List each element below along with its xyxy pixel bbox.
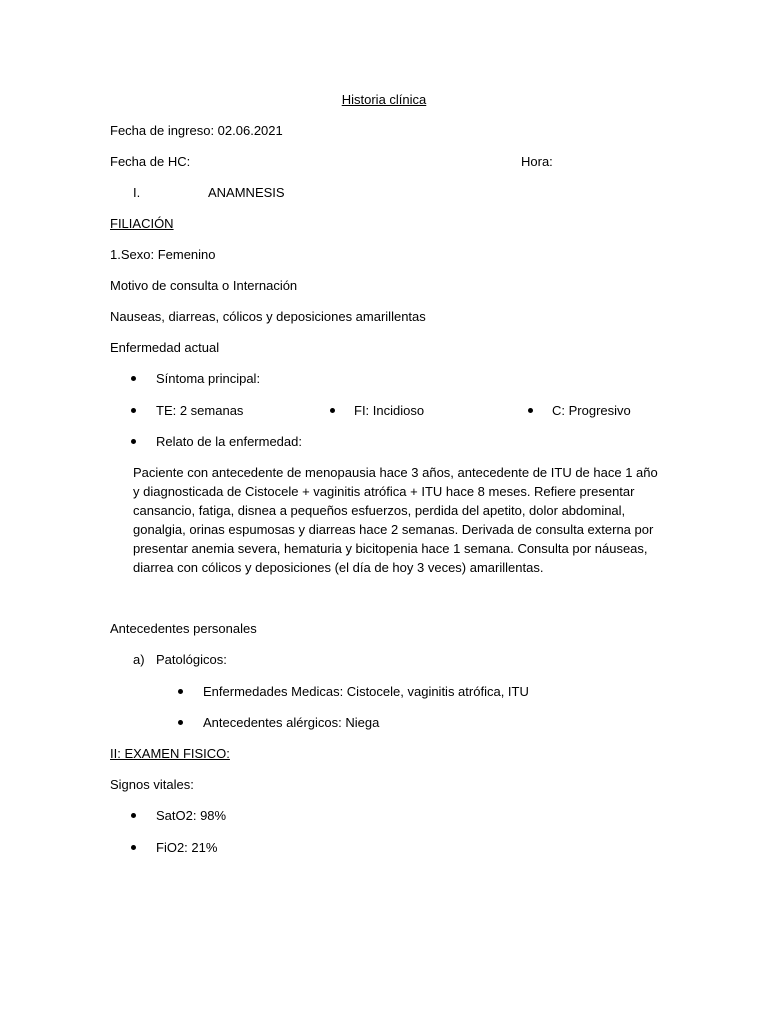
section-title-anamnesis: ANAMNESIS [208,185,285,200]
admission-date: Fecha de ingreso: 02.06.2021 [110,123,283,138]
reason-label: Motivo de consulta o Internación [110,278,298,293]
story-line: Paciente con antecedente de menopausia hace 3 años, antecedente de ITU de hace 1 año [133,465,658,480]
pathological-label: Patológicos: [156,652,227,667]
story-line: cansancio, fatiga, disnea a pequeños esfuerzos, perdida del apetito, dolor abdominal, [133,503,626,518]
hc-date-label: Fecha de HC: [110,154,191,169]
story-line: diarrea con cólicos y deposiciones (el día de hoy 3 veces) amarillentas. [133,560,544,575]
document-title: Historia clínica [341,92,427,107]
personal-history-heading: Antecedentes personales [110,621,257,636]
list-marker-a: a) [133,652,145,667]
bullet-icon [131,439,136,444]
bullet-icon [178,720,183,725]
story-label: Relato de la enfermedad: [156,434,302,449]
bullet-icon [131,845,136,850]
story-line: presentar anemia severa, hematuria y bicitopenia hace 1 semana. Consulta por náuseas, [133,541,648,556]
reason-text: Nauseas, diarreas, cólicos y deposiciones amarillentas [110,309,426,324]
sex-field: 1.Sexo: Femenino [110,247,216,262]
bullet-icon [131,813,136,818]
vital-signs-label: Signos vitales: [110,777,194,792]
bullet-icon [131,376,136,381]
story-line: y diagnosticada de Cistocele + vaginitis atrófica + ITU hace 8 meses. Refiere presentar [133,484,635,499]
bullet-icon [178,689,183,694]
illness-story-paragraph [133,463,673,577]
section-number: I. [133,185,141,200]
te-field: TE: 2 semanas [156,403,244,418]
bullet-icon [528,408,533,413]
time-label: Hora: [521,154,553,169]
allergies-field: Antecedentes alérgicos: Niega [203,715,380,730]
bullet-icon [330,408,335,413]
fio2-field: FiO2: 21% [156,840,218,855]
filiacion-heading: FILIACIÓN [110,216,174,231]
c-field: C: Progresivo [552,403,631,418]
main-symptom-label: Síntoma principal: [156,371,261,386]
story-line: gonalgia, orinas espumosas y diarreas hace 2 semanas. Derivada de consulta externa por [133,522,654,537]
physical-exam-heading: II: EXAMEN FISICO: [110,746,230,761]
bullet-icon [131,408,136,413]
medical-diseases-field: Enfermedades Medicas: Cistocele, vaginitis atrófica, ITU [203,684,529,699]
sato2-field: SatO2: 98% [156,808,227,823]
fi-field: FI: Incidioso [354,403,425,418]
current-illness-heading: Enfermedad actual [110,340,220,355]
